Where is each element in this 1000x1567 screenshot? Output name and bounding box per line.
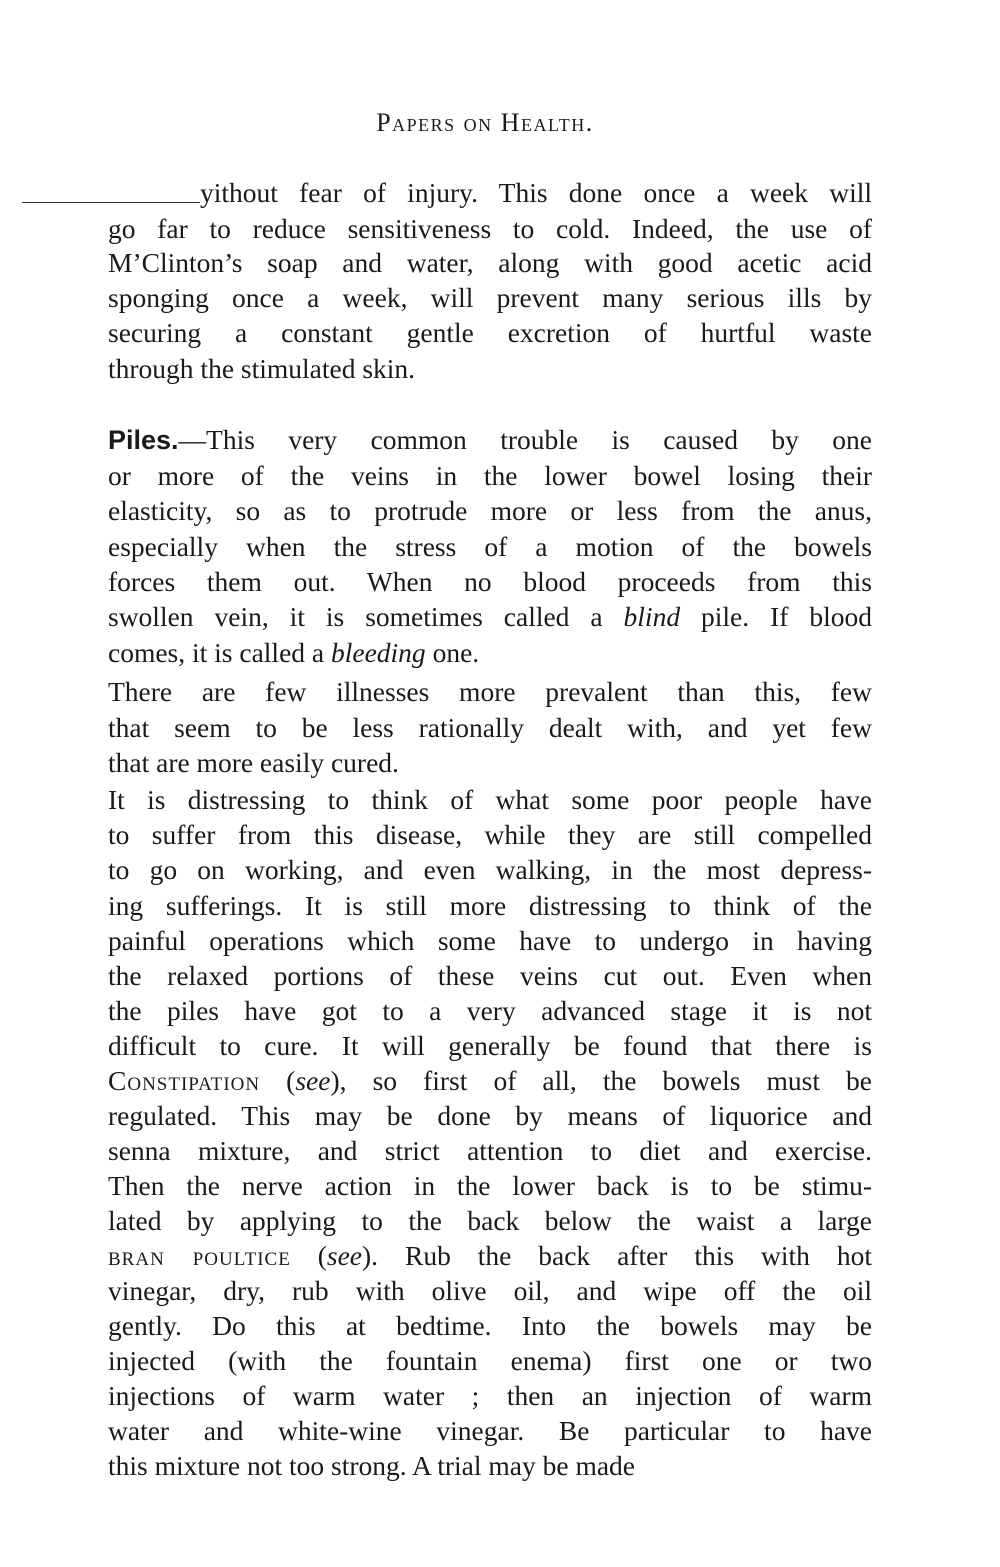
text-line — [108, 565, 872, 599]
italic-text: bleeding — [330, 637, 426, 668]
text-segment: ing sufferings. It is still more distressing to think of the — [108, 890, 872, 921]
text-line — [200, 176, 872, 210]
text-segment: or more of the veins in the lower bowel losing their — [108, 460, 872, 491]
text-segment: securing a constant gentle excretion of hurtful waste — [108, 317, 872, 348]
text-line — [108, 530, 872, 564]
text-line — [108, 994, 872, 1028]
text-segment: painful operations which some have to undergo in having — [108, 925, 872, 956]
text-segment: yithout fear of injury. This done once a week will — [200, 177, 872, 208]
text-line — [108, 459, 872, 493]
text-line — [108, 600, 872, 634]
text-segment: injections of warm water ; then an injection of warm — [108, 1380, 872, 1411]
text-segment: sponging once a week, will prevent many serious ills by — [108, 282, 872, 313]
text-segment: ( — [290, 1240, 327, 1271]
text-line — [108, 1134, 872, 1168]
text-line — [108, 1204, 872, 1238]
text-line — [108, 959, 872, 993]
section-heading: Piles. — [108, 425, 179, 455]
italic-text: see — [326, 1240, 363, 1271]
text-line — [108, 1169, 872, 1203]
text-line — [108, 212, 872, 246]
text-segment: comes, it is called a — [108, 637, 331, 668]
text-line — [108, 675, 872, 709]
text-segment: one. — [425, 637, 480, 668]
text-line — [108, 1239, 872, 1273]
text-segment: ), so first of all, the bowels must be — [330, 1065, 872, 1096]
text-segment: ( — [260, 1065, 296, 1096]
text-segment: pile. If blood — [680, 601, 873, 632]
text-line — [108, 352, 872, 386]
text-line — [108, 818, 872, 852]
text-line — [108, 1379, 872, 1413]
text-segment: swollen vein, it is sometimes called a — [108, 601, 624, 632]
cross-reference: Constipation — [108, 1065, 261, 1096]
text-line — [108, 889, 872, 923]
text-line — [108, 1064, 872, 1098]
text-segment: M’Clinton’s soap and water, along with good acetic acid — [108, 247, 872, 278]
running-header: Papers on Health. — [376, 108, 594, 137]
text-segment: senna mixture, and strict attention to diet and exercise. — [108, 1135, 872, 1166]
text-segment: elasticity, so as to protrude more or less from the anus, — [108, 495, 872, 526]
text-segment: that are more easily cured. — [108, 747, 399, 778]
cross-reference: bran poultice — [108, 1240, 291, 1271]
text-line — [108, 494, 872, 528]
text-segment: vinegar, dry, rub with olive oil, and wipe off the oil — [108, 1275, 872, 1306]
text-line — [108, 316, 872, 350]
text-segment: —This very common trouble is caused by one — [178, 424, 872, 455]
text-line — [108, 783, 872, 817]
text-segment: Then the nerve action in the lower back is to be stimu- — [108, 1170, 872, 1201]
text-segment: this mixture not too strong. A trial may be made — [108, 1450, 636, 1481]
text-line — [108, 1029, 872, 1063]
torn-line-rule — [22, 202, 200, 203]
text-line — [108, 1414, 872, 1448]
text-segment: regulated. This may be done by means of liquorice and — [108, 1100, 872, 1131]
text-segment: gently. Do this at bedtime. Into the bowels may be — [108, 1310, 872, 1341]
text-segment: the relaxed portions of these veins cut out. Even when — [108, 960, 872, 991]
text-line — [108, 746, 872, 780]
text-segment: the piles have got to a very advanced stage it is not — [108, 995, 872, 1026]
text-line — [108, 853, 872, 887]
text-segment: There are few illnesses more prevalent than this, few — [108, 676, 872, 707]
italic-text: blind — [623, 601, 681, 632]
text-segment: that seem to be less rationally dealt with, and yet few — [108, 712, 872, 743]
text-segment: through the stimulated skin. — [108, 353, 416, 384]
text-line — [108, 1344, 872, 1378]
text-segment: to go on working, and even walking, in the most depress- — [108, 854, 872, 885]
text-segment: injected (with the fountain enema) first one or two — [108, 1345, 872, 1376]
text-segment: go far to reduce sensitiveness to cold. Indeed, the use of — [108, 213, 872, 244]
text-line — [108, 1274, 872, 1308]
text-segment: especially when the stress of a motion of the bowels — [108, 531, 872, 562]
text-segment: difficult to cure. It will generally be found that there is — [108, 1030, 872, 1061]
text-line — [108, 636, 872, 670]
text-line — [108, 281, 872, 315]
text-line — [108, 924, 872, 958]
text-line — [108, 711, 872, 745]
text-segment: It is distressing to think of what some poor people have — [108, 784, 872, 815]
text-segment: lated by applying to the back below the waist a large — [108, 1205, 872, 1236]
text-segment: to suffer from this disease, while they are still compelled — [108, 819, 872, 850]
text-line — [108, 423, 872, 457]
text-segment: water and white-wine vinegar. Be particular to have — [108, 1415, 872, 1446]
text-line — [108, 1099, 872, 1133]
text-segment: ). Rub the back after this with hot — [362, 1240, 872, 1271]
text-line — [108, 1309, 872, 1343]
italic-text: see — [295, 1065, 331, 1096]
text-line — [108, 1449, 872, 1483]
text-segment: forces them out. When no blood proceeds from this — [108, 566, 872, 597]
text-line — [108, 246, 872, 280]
